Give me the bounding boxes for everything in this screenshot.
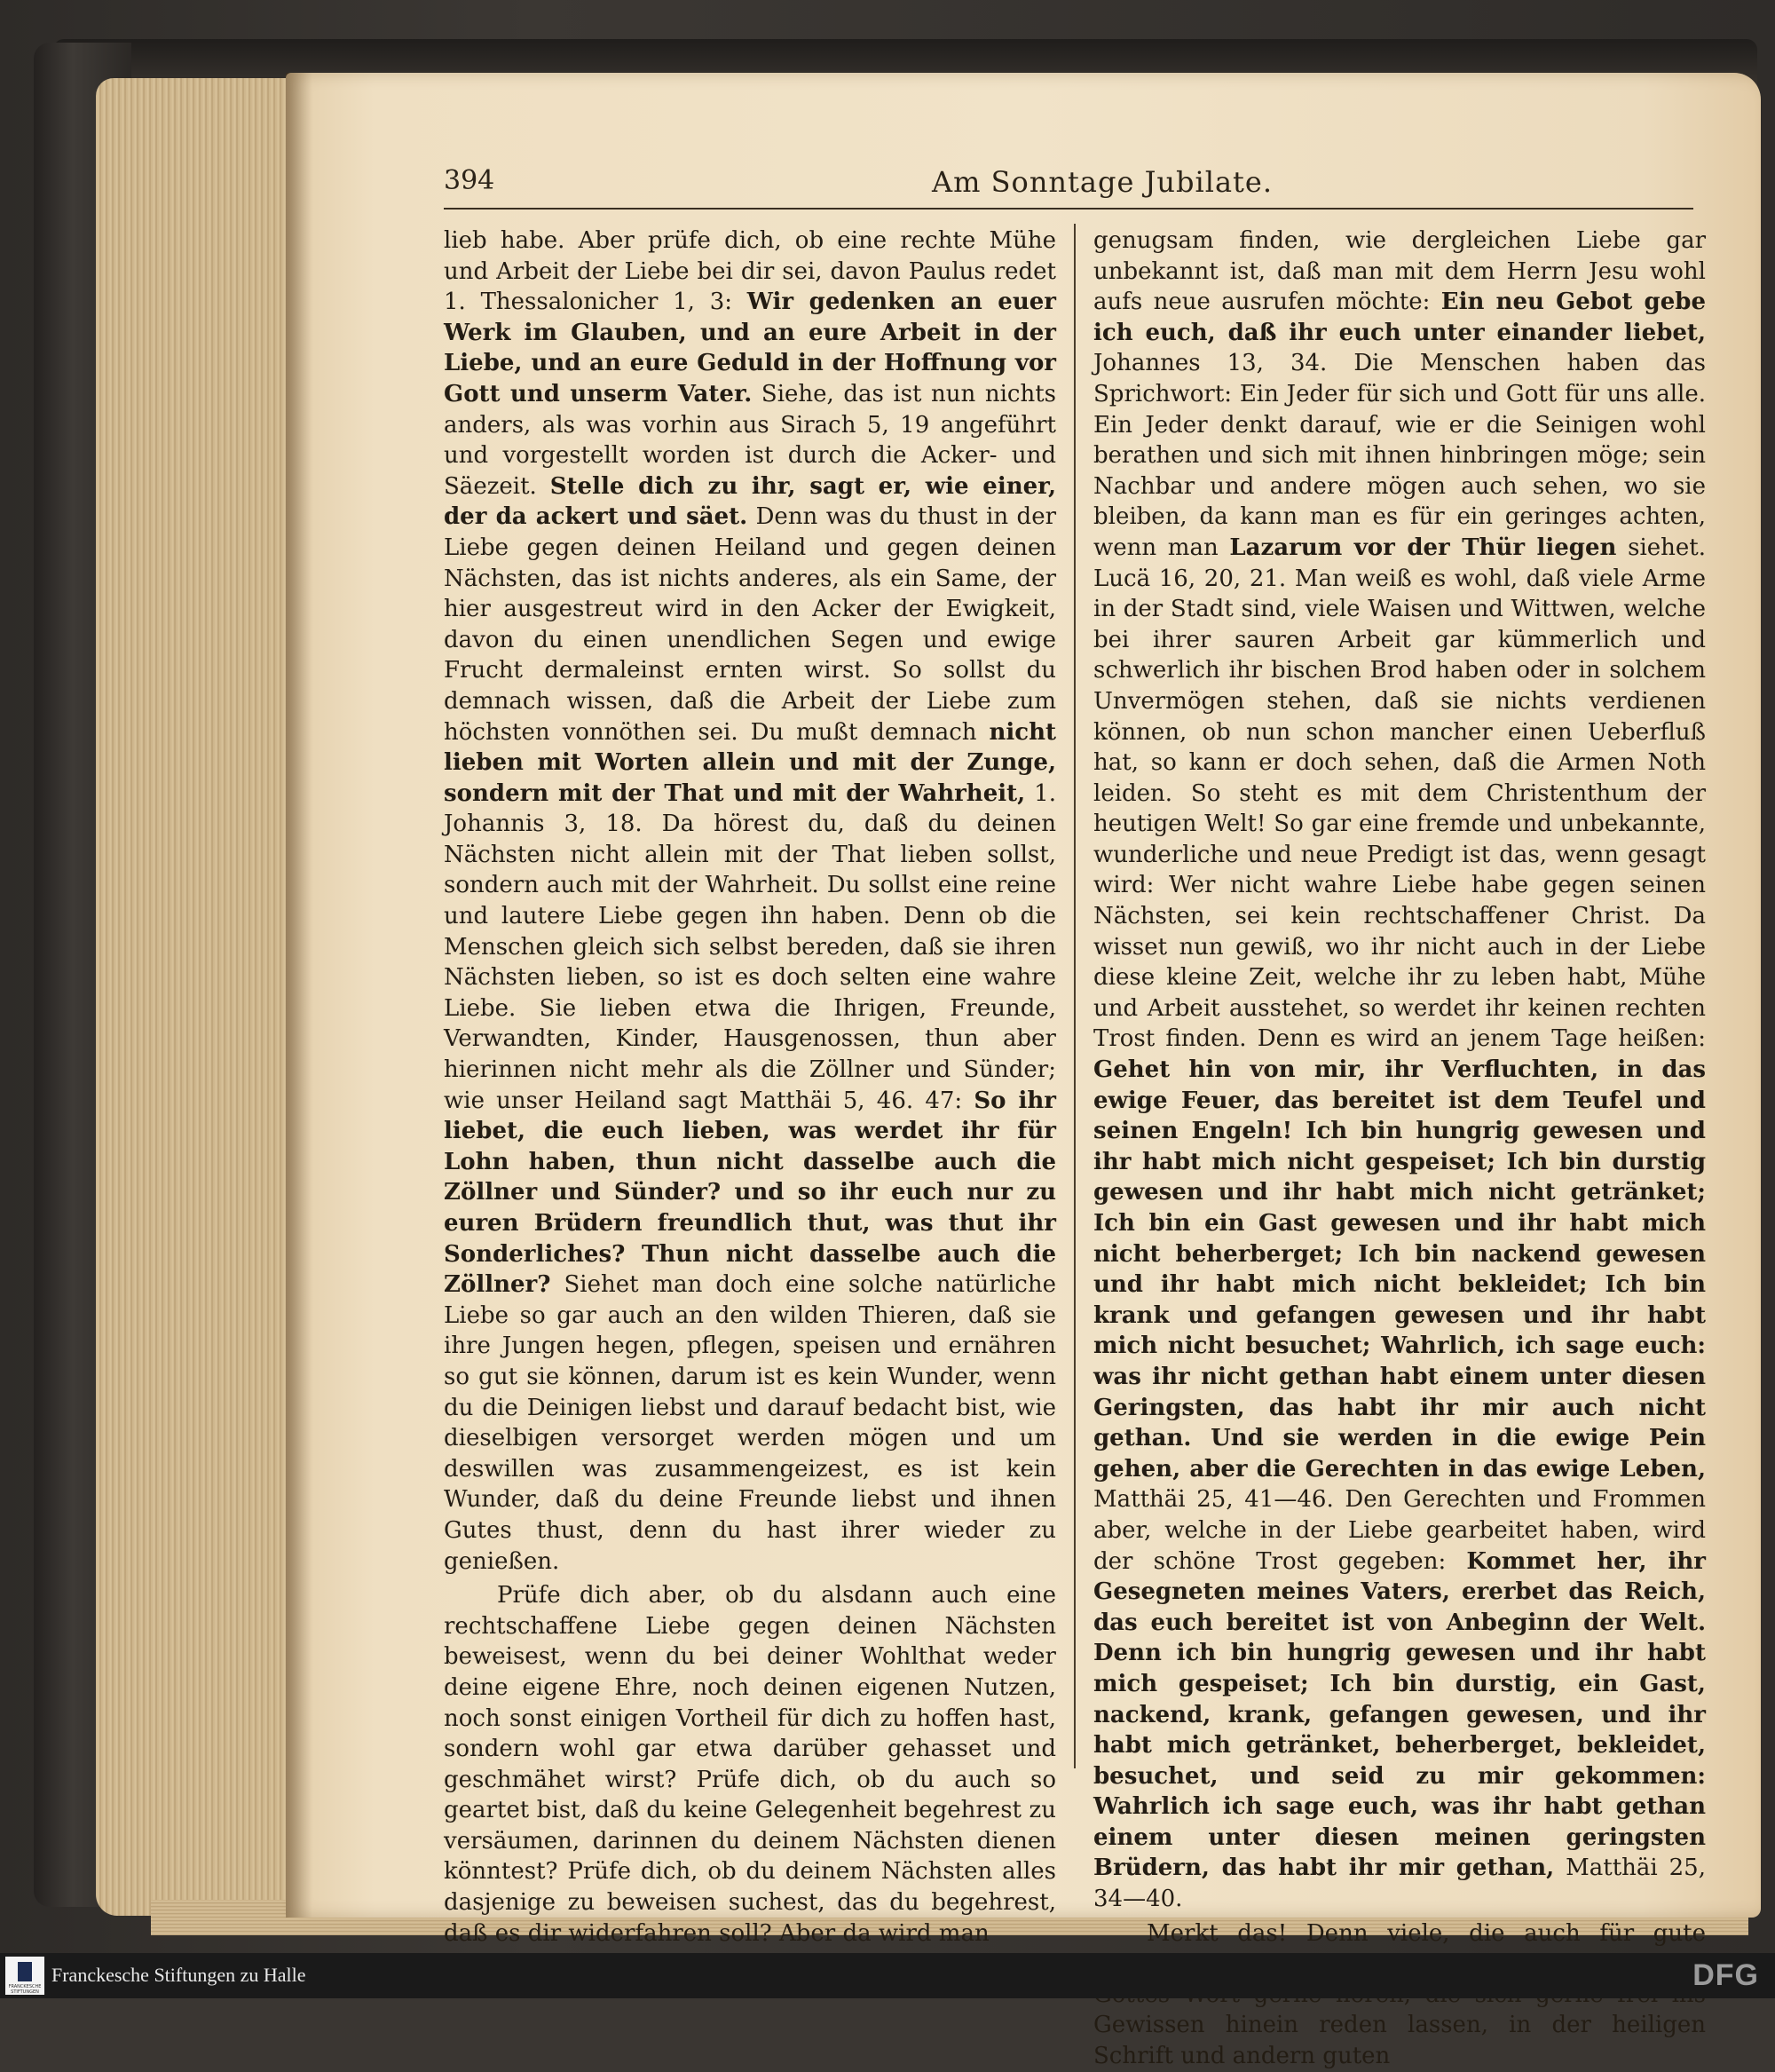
body-text: Siehet man doch eine solche natürliche Liebe so gar auch an den wilden Thieren, daß sie ihre Jungen hegen, pflegen, speisen und ernähren so gut sie können, darum ist es kein Wunder, wenn du die Deinigen liebst und darauf bedacht bist, wie dieselbigen versorget werden mögen und um deswillen was zusammengeizest, es ist kein Wunder, daß du deine Freunde liebst und ihnen Gutes thust, denn du hast ihrer wieder zu genießen.	[444, 1271, 1056, 1575]
body-text: Matthäi 25, 41—46. Den Gerechten und Frommen aber, welche in der Liebe gearbeitet haben, wird der schöne Trost gegeben:	[1093, 1486, 1706, 1575]
body-text: Siehe, das ist nun nichts anders, als was vorhin aus Sirach 5, 19 angeführt und vorgestellt worden ist durch die Acker- und Säezeit.	[444, 380, 1056, 500]
paragraph	[444, 225, 1056, 1577]
bold-quotation: Lazarum vor der Thür liegen	[1229, 534, 1617, 561]
body-text: genugsam finden, wie dergleichen Liebe gar unbekannt ist, daß man mit dem Herrn Jesu wohl aufs neue ausrufen möchte:	[1093, 227, 1706, 316]
column-divider	[1074, 224, 1076, 1768]
body-text: Johannes 13, 34. Die Menschen haben das Sprichwort: Ein Jeder für sich und Gott für uns alle. Ein Jeder denkt darauf, wie er die Seinigen wohl berathen und sich mit ihnen hinbringen möge; sein Nachbar und andere mögen auch sehen, wo sie bleiben, da kann man es für ein geringes achten, wenn man	[1093, 350, 1706, 561]
bold-quotation: Stelle dich zu ihr, sagt er, wie einer, der da ackert und säet.	[444, 472, 1056, 531]
institution-logo[interactable]	[5, 1957, 44, 1995]
page-number: 394	[444, 165, 495, 196]
bold-quotation: Kommet her, ihr Gesegneten meines Vaters, ererbet das Reich, das euch bereitet ist von Anbeginn der Welt. Denn ich bin hungrig gewesen und ihr habt mich gespeiset; Ich bin durstig, ein Gast, nackend, krank, gefangen gewesen, und ihr habt mich getränket, beherberget, bekleidet, besuchet, und seid zu mir gekommen: Wahrlich ich sage euch, was ihr habt gethan einem unter diesen meinen geringsten Brüdern, das habt ihr mir gethan,	[1093, 1547, 1707, 1882]
text-column-right	[1093, 225, 1706, 2072]
bold-quotation: Gehet hin von mir, ihr Verfluchten, in das ewige Feuer, das bereitet ist dem Teufel und seinen Engeln! Ich bin hungrig gewesen und ihr habt mich nicht gespeiset; Ich bin durstig gewesen und ihr habt mich nicht getränket; Ich bin ein Gast gewesen und ihr habt mich nicht beherberget; Ich bin nackend gewesen und ihr habt mich nicht bekleidet; Ich bin krank und gefangen gewesen und ihr habt mich nicht besuchet; Wahrlich, ich sage euch: was ihr nicht gethan habt einem unter diesen Geringsten, das habt ihr mir auch nicht gethan. Und sie werden in die ewige Pein gehen, aber die Gerechten in das ewige Leben,	[1093, 1056, 1706, 1483]
bold-quotation: nicht lieben mit Worten allein und mit der Zunge, sondern mit der That und mit der Wahrheit,	[444, 718, 1056, 807]
body-text: Merkt das! Denn viele, die auch für gute Gewissen hinein reden lassen, in der heiligen Schrift und andern guten	[1093, 1919, 1706, 2070]
page-block-edges	[96, 78, 309, 1916]
institution-logo-text: FRANCKESCHE STIFTUNGEN	[8, 1984, 42, 1995]
institution-name[interactable]: Franckesche Stiftungen zu Halle	[51, 1964, 306, 1986]
bold-quotation: Ein neu Gebot gebe ich euch, daß ihr euch unter einander liebet,	[1093, 289, 1706, 346]
bold-quotation: Wir gedenken an euer Werk im Glauben, und an eure Arbeit in der Liebe, und an eure Geduld in der Hoffnung vor Gott und unserm Vater.	[444, 289, 1056, 407]
text-column-left	[444, 225, 1056, 1949]
body-text: lieb habe. Aber prüfe dich, ob eine rechte Mühe und Arbeit der Liebe bei dir sei, davon Paulus redet 1. Thessalonicher 1, 3:	[444, 227, 1056, 316]
viewer-footer-bar	[0, 1953, 1775, 1998]
paragraph	[444, 1580, 1056, 1949]
body-text: Prüfe dich aber, ob du alsdann auch eine rechtschaffene Liebe gegen deinen Nächsten beweisest, wenn du bei deiner Wohlthat weder deine eigene Ehre, noch deinen eigenen Nutzen, noch sonst einigen Vortheil für dich zu hoffen hast, sondern wohl gar etwa darüber gehasset und geschmähet wirst? Prüfe dich, ob du auch so geartet bist, daß du keine Gelegenheit begehrest zu versäumen, darinnen du deinem Nächsten dienen könntest? Prüfe dich, ob du deinem Nächsten alles dasjenige zu beweisen suchest, das du begehrest, daß es dir widerfahren soll? Aber da wird man	[444, 1582, 1056, 1947]
body-text: 1. Johannis 3, 18. Da hörest du, daß du deinen Nächsten nicht allein mit der That lieben sollst, sondern auch mit der Wahrheit. Du sollst eine reine und lautere Liebe gegen ihn haben. Denn ob die Menschen gleich sich selbst bereden, daß sie ihren Nächsten lieben, so ist es doch selten eine wahre Liebe. Sie lieben etwa die Ihrigen, Freunde, Verwandten, Kinder, Hausgenossen, thun aber hierinnen nicht mehr als die Zöllner und Sünder; wie unser Heiland sagt Matthäi 5, 46. 47:	[444, 779, 1056, 1114]
dfg-logo[interactable]: DFG	[1692, 1958, 1759, 1992]
header-rule	[444, 208, 1693, 210]
page-header	[444, 165, 1686, 210]
body-text: Denn was du thust in der Liebe gegen deinen Heiland und gegen deinen Nächsten, das ist nichts anderes, als ein Same, der hier ausgestreut wird in den Acker der Ewigkeit, davon du einen unendlichen Segen und ewige Frucht dermaleinst ernten wirst. So sollst du demnach wissen, daß die Arbeit der Liebe zum höchsten vonnöthen sei. Du mußt demnach	[444, 503, 1057, 746]
running-title: Am Sonntage Jubilate.	[932, 165, 1273, 199]
bold-quotation: So ihr liebet, die euch lieben, was werdet ihr für Lohn haben, thun nicht dasselbe auch die Zöllner und Sünder? und so ihr euch nur zu euren Brüdern freundlich thut, was thut ihr Sonderliches? Thun nicht dasselbe auch die Zöllner?	[444, 1087, 1056, 1299]
paragraph	[1093, 225, 1706, 1915]
institution-logo-icon	[18, 1962, 32, 1981]
gutter-shadow	[286, 73, 312, 1918]
body-text: Matthäi 25, 34—40.	[1093, 1855, 1706, 1913]
body-text: siehet. Lucä 16, 20, 21. Man weiß es wohl, daß viele Arme in der Stadt sind, viele Waisen und Wittwen, welche bei ihrer sauren Arbeit gar kümmerlich und schwerlich ihr bischen Brod haben oder in solchem Unvermögen stehen, daß sie nichts verdienen können, ob nun schon mancher einen Ueberfluß hat, so kann er doch sehen, daß die Armen Noth leiden. So steht es mit dem Christenthum der heutigen Welt! So gar eine fremde und unbekannte, wunderliche und neue Predigt ist das, wenn gesagt wird: Wer nicht wahre Liebe habe gegen seinen Nächsten, sei kein rechtschaffener Christ. Da wisset nun gewiß, wo ihr nicht auch in der Liebe diese kleine Zeit, welche ihr zu leben habt, Mühe und Arbeit ausstehet, so werdet ihr keinen rechten Trost finden. Denn es wird an jenem Tage heißen:	[1093, 534, 1707, 1053]
